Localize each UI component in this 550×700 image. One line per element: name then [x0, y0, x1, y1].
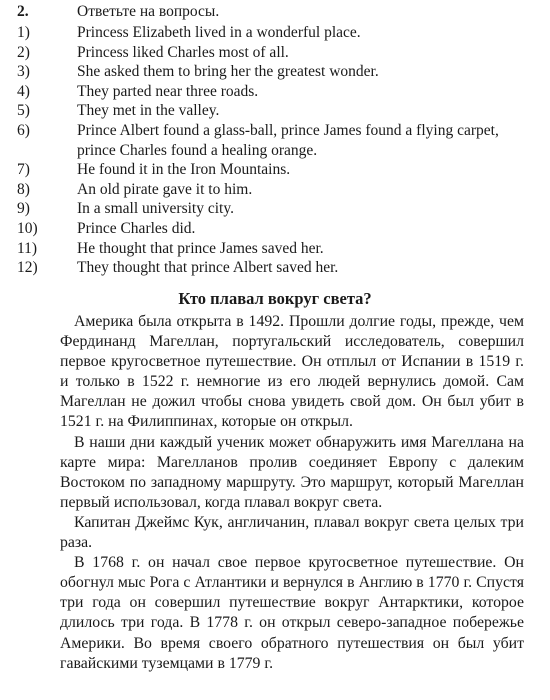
answer-item	[17, 82, 527, 102]
answer-list	[17, 23, 527, 278]
story-paragraph: В 1768 г. он начал свое первое кругосветное путешествие. Он обогнул мыс Рога с Атлантики и вернулся в Англию в 1770 г. Спустя три года он совершил путешествие вокруг Антарктики, которое длилось три года. В 1778 г. он открыл северо-западное побережье Америки. Во время своего обратного путешествия он был убит гавайскими туземцами в 1779 г.	[60, 554, 524, 672]
answer-text: They met in the valley.	[77, 102, 220, 120]
story-paragraph: Америка была открыта в 1492. Прошли долгие годы, прежде, чем Фердинанд Магеллан, португальский исследователь, совершил первое кругосветное путешествие. Он отплыл от Испании в 1519 г. и только в 1522 г. немногие из его людей вернулись домой. Сам Магеллан не дожил чтобы снова увидеть свой дом. Он был убит в 1521 г. на Филиппинах, которые он открыл.	[60, 313, 524, 431]
story-text	[60, 312, 524, 674]
answer-number: 4)	[17, 82, 30, 100]
answer-item	[17, 43, 527, 63]
answer-text: Princess liked Charles most of all.	[77, 43, 289, 61]
task-number: 2.	[17, 3, 29, 20]
answer-number: 12)	[17, 259, 38, 277]
answer-number: 6)	[17, 121, 30, 139]
answer-number: 2)	[17, 43, 30, 61]
answer-text: He found it in the Iron Mountains.	[77, 161, 291, 179]
answer-item	[17, 160, 527, 180]
answer-text: In a small university city.	[77, 200, 234, 218]
answer-text: She asked them to bring her the greatest wonder.	[77, 63, 379, 81]
answer-item	[17, 180, 527, 200]
answer-item	[17, 258, 527, 278]
story-paragraph: Капитан Джеймс Кук, англичанин, плавал вокруг света целых три раза.	[60, 513, 524, 552]
story-title: Кто плавал вокруг света?	[178, 289, 372, 308]
answer-item	[17, 101, 527, 121]
story-paragraph: В наши дни каждый ученик может обнаружить имя Магеллана на карте мира: Магелланов пролив соединяет Европу с далеким Востоком по западному маршруту. Это маршрут, который Магеллан первый использовал, когда плавал вокруг света.	[60, 433, 524, 511]
answer-number: 1)	[17, 24, 30, 41]
task-instruction: Ответьте на вопросы.	[77, 3, 220, 20]
answer-item	[17, 219, 527, 239]
answer-number: 5)	[17, 102, 30, 120]
answer-text: They parted near three roads.	[77, 82, 259, 100]
answer-text: He thought that prince James saved her.	[77, 239, 324, 257]
answer-item	[17, 62, 527, 82]
answer-text: Prince Albert found a glass-ball, prince James found a flying carpet, prince Charles found a healing orange.	[77, 121, 499, 159]
answer-number: 3)	[17, 63, 30, 81]
answer-number: 7)	[17, 161, 30, 179]
answer-text: Princess Elizabeth lived in a wonderful place.	[77, 24, 361, 41]
answer-text: Prince Charles did.	[77, 219, 196, 237]
answer-item	[17, 239, 527, 259]
answer-text: An old pirate gave it to him.	[77, 180, 253, 198]
answer-number: 11)	[17, 239, 38, 257]
answer-item	[17, 121, 527, 160]
answer-number: 9)	[17, 200, 30, 218]
task-heading	[17, 2, 219, 22]
answer-number: 10)	[17, 219, 38, 237]
answer-number: 8)	[17, 180, 30, 198]
answer-text: They thought that prince Albert saved her.	[77, 259, 339, 277]
answer-item	[17, 23, 527, 43]
answer-item	[17, 199, 527, 219]
